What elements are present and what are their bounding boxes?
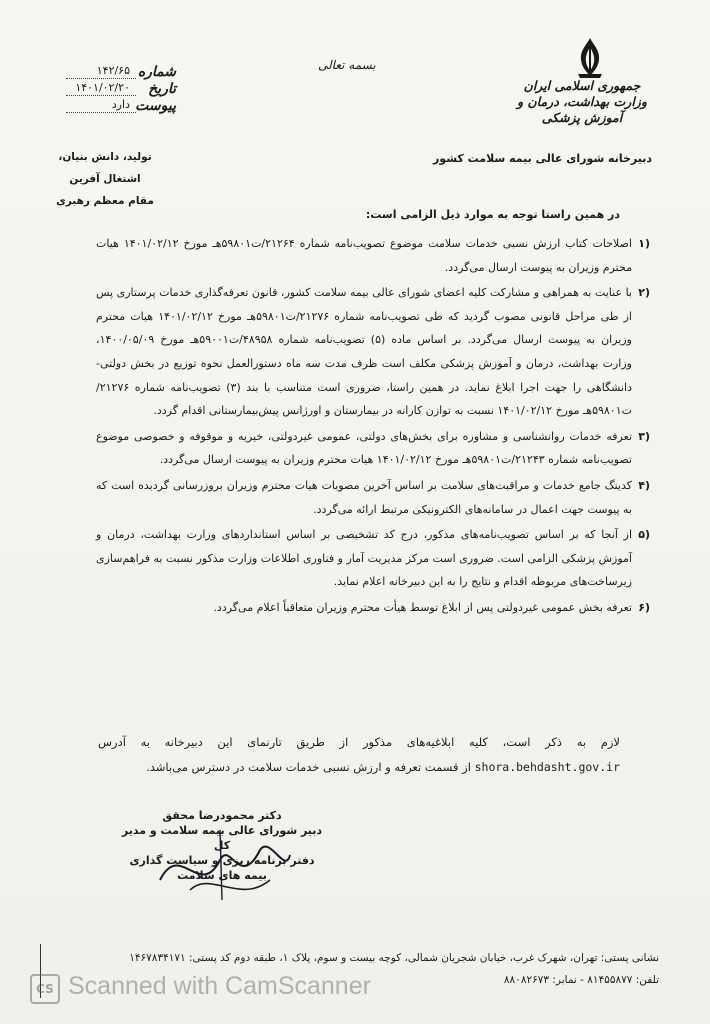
number-value: ۱۴۲/۶۵ bbox=[96, 64, 130, 77]
ministry-line-1: جمهوری اسلامی ایران bbox=[523, 78, 641, 93]
item-text: تعرفه خدمات روانشناسی و مشاوره برای بخش‌های دولتی، عمومی غیردولتی، خیریه و موقوفه و خصوصی موضوع تصویب‌نامه شماره ۲۱۲۴۳/ت۵۹۸۰۱هـ مورخ ۱۴۰۱/۰۲/۱۲ هیات محترم وزیران به پیوست ارسال می‌گردد. bbox=[96, 429, 632, 467]
item-text: کدینگ جامع خدمات و مراقبت‌های سلامت بر اساس آخرین مصوبات هیات محترم وزیران بروزرسانی گردیده است که به پیوست جهت اعمال در سامانه‌های الکترونیکی مرتبط ارائه می‌گردد. bbox=[96, 478, 632, 516]
number-dotted-line bbox=[66, 78, 136, 79]
ministry-line-2: وزارت بهداشت، درمان و آموزش پزشکی bbox=[517, 94, 647, 125]
date-label: تاریخ bbox=[148, 81, 176, 97]
list-item bbox=[96, 232, 650, 279]
item-number: (۱ bbox=[638, 237, 650, 250]
closing-paragraph bbox=[98, 730, 620, 780]
slogan-block bbox=[40, 146, 170, 212]
directive-list bbox=[96, 232, 650, 622]
camscanner-logo-icon: CS bbox=[30, 974, 60, 1004]
contact-phones: تلفن: ۸۱۴۵۵۸۷۷ - نمابر: ۸۸۰۸۲۶۷۳ bbox=[503, 974, 659, 986]
item-number: (۴ bbox=[638, 478, 650, 492]
list-item bbox=[96, 474, 650, 521]
number-label: شماره bbox=[137, 64, 176, 80]
postal-address: نشانی پستی: تهران، شهرک غرب، خیابان شجریان شمالی، کوچه بیست و سوم، پلاک ۱، طبقه دوم کد پستی: ۱۴۶۷۸۳۴۱۷۱ bbox=[129, 952, 659, 964]
slogan-attribution: مقام معظم رهبری bbox=[56, 195, 154, 207]
attachment-value: دارد bbox=[111, 98, 130, 111]
item-number: (۳ bbox=[638, 429, 650, 443]
iran-emblem-icon bbox=[572, 36, 608, 80]
ministry-name bbox=[512, 78, 652, 126]
item-number: (۶ bbox=[638, 600, 650, 614]
item-text: تعرفه بخش عمومی غیردولتی پس از ابلاغ توسط هیأت محترم وزیران متعاقباً اعلام می‌گردد. bbox=[213, 600, 632, 614]
list-item bbox=[96, 523, 650, 594]
item-number: (۵ bbox=[638, 528, 650, 542]
list-item bbox=[96, 596, 650, 620]
bismillah: بسمه تعالی bbox=[318, 58, 376, 72]
intro-text: در همین راستا توجه به موارد ذیل الزامی است: bbox=[365, 208, 620, 221]
item-number: (۲ bbox=[638, 286, 650, 300]
list-item bbox=[96, 281, 650, 423]
closing-tail: از قسمت تعرفه و ارزش نسبی خدمات سلامت در دسترس می‌باشد. bbox=[146, 760, 471, 774]
attachment-dotted-line bbox=[66, 112, 136, 113]
signer-title-1: دبیر شورای عالی بیمه سلامت و مدیر کل bbox=[121, 824, 323, 852]
signer-title-3: بیمه های سلامت bbox=[177, 869, 267, 882]
secretariat-name: دبیرخانه شورای عالی بیمه سلامت کشور bbox=[432, 152, 652, 165]
date-dotted-line bbox=[66, 95, 136, 96]
number-row bbox=[66, 64, 176, 81]
slogan-text: تولید، دانش بنیان، اشتغال آفرین bbox=[58, 151, 152, 185]
date-row bbox=[66, 81, 176, 98]
letter-meta bbox=[66, 64, 176, 115]
list-item bbox=[96, 425, 650, 472]
website-link[interactable]: shora.behdasht.gov.ir bbox=[474, 760, 620, 774]
watermark-text: Scanned with CamScanner bbox=[68, 972, 371, 1000]
date-value: ۱۴۰۱/۰۲/۲۰ bbox=[75, 81, 130, 94]
item-text: با عنایت به همراهی و مشارکت کلیه اعضای شورای عالی بیمه سلامت کشور، قانون تعرفه‌گذاری خدمات پرستاری پس از طی مراحل قانونی مصوب گردید که طی تصویب‌نامه شماره ۲۱۲۷۶/ت۵۹۸۰۱هـ مورخ ۱۴۰۱/۰۲/۱۲ هیات محترم وزیران به پیوست ارسال می‌گردد. بر اساس ماده (۵) تصویب‌نامه شماره ۴۸۹۵۸/ت۵۹۰۰۱هـ مورخ ۱۴۰۰/۰۵/۰۹، وزارت بهداشت، درمان و آموزش پزشکی مکلف است ظرف مدت سه ماه دستورالعمل نحوه توزیع در بخش دولتی-دانشگاهی را جهت اجرا ابلاغ نماید. در همین راستا، ضروری است متناسب با بند (۳) تصویب‌نامه شماره ۲۱۲۷۶/ت۵۹۸۰۱هـ مورخ ۱۴۰۱/۰۲/۱۲ نسبت به توازن کارانه در بیمارستان و اورژانس پیش‌بیمارستانی اقدام گردد. bbox=[96, 286, 632, 418]
handwritten-signature bbox=[150, 820, 300, 910]
scanner-watermark bbox=[30, 970, 390, 1010]
signer-name: دکتر محمودرضا محقق bbox=[162, 809, 282, 822]
attachment-row bbox=[66, 98, 176, 115]
closing-text: لازم به ذکر است، کلیه ابلاغیه‌های مذکور از طریق تارنمای این دبیرخانه به آدرس bbox=[98, 735, 620, 749]
item-text: اصلاحات کتاب ارزش نسبی خدمات سلامت موضوع تصویب‌نامه شماره ۲۱۲۶۴/ت۵۹۸۰۱هـ مورخ ۱۴۰۱/۰۲/۱۲ هیات محترم وزیران به پیوست ارسال می‌گردد. bbox=[96, 237, 632, 274]
signer-title-2: دفتر برنامه ریزی و سیاست گذاری bbox=[129, 854, 315, 867]
attachment-label: پیوست bbox=[135, 98, 176, 114]
item-text: از آنجا که بر اساس تصویب‌نامه‌های مذکور، درج کد تشخیصی بر اساس استانداردهای وزارت بهداشت، درمان و آموزش پزشکی الزامی است. ضروری است مرکز مدیریت آمار و فناوری اطلاعات وزارت مذکور نسبت به فراهم‌سازی زیرساخت‌های مربوطه اقدام و نتایج را به این دبیرخانه اعلام نماید. bbox=[96, 528, 632, 589]
